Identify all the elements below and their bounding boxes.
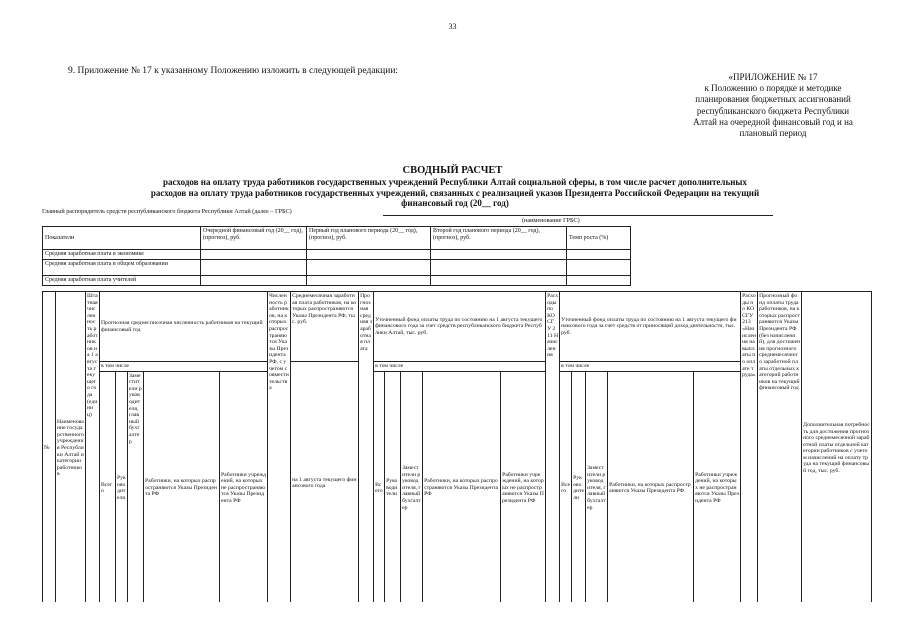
document-title: СВОДНЫЙ РАСЧЕТ [402, 165, 503, 176]
header-workers-ukaz: Работники, на которых распространяются Указы Президента РФ [423, 371, 501, 605]
value-cell[interactable] [431, 250, 567, 260]
header-forecast-avg-salary: Прогнозная средняя заработная плата [359, 292, 374, 606]
value-cell[interactable] [431, 260, 567, 276]
value-cell[interactable] [567, 250, 631, 260]
row-label: Средняя заработная плата в экономике [43, 250, 201, 260]
table-row [43, 276, 631, 286]
appendix-text: к Положению о порядке и методике планирования бюджетных ассигнований республиканского бюджета Республики Алтай на очередной финансовый год и на плановый период [693, 83, 853, 139]
header-avg-salary-aug: на 1 августа текущего финансового года [291, 362, 359, 606]
header-cell: Второй год планового периода (20__ год), (прогноз), руб. [431, 227, 567, 250]
grbs-label: Главный распорядитель средств республиканского бюджета Республики Алтай (далее – ГРБС) [42, 208, 292, 215]
value-cell[interactable] [567, 260, 631, 276]
header-fund-budget: Уточненный фонд оплаты труда по состоянию на 1 августа текущего финансового года за счет средств республиканского бюджета Республики Алтай, тыс. руб. [374, 292, 546, 362]
header-cell: Очередной финансовый год (20__ год), (прогноз), руб. [201, 227, 307, 250]
header-cell: Показатели [43, 227, 201, 250]
header-including: в том числе [100, 362, 268, 372]
header-name: Наименование государственного учреждения Республики Алтай и категории работников [56, 292, 86, 606]
value-cell[interactable] [307, 260, 431, 276]
header-including: в том числе [560, 362, 741, 372]
header-expenses-kosgu: Расходы по КОСГУ 211 Начисления [546, 292, 560, 606]
value-cell[interactable] [201, 260, 307, 276]
header-workers-ukaz: Работники, на которых распространяются Указы Президента РФ [608, 371, 694, 605]
appendix-block [688, 72, 858, 139]
header-workers-non-ukaz: Работники учреждений, на которых не распространяются Указы Президента РФ [501, 371, 546, 605]
page-bottom-margin [0, 602, 905, 640]
header-deputies: Заместители руководителя, главный бухгалтер [128, 371, 144, 605]
row-label: Средняя заработная плата в общем образовании [43, 260, 201, 276]
table-row [43, 227, 631, 250]
header-total: Всего [100, 371, 116, 605]
header-cell: Темп роста (%) [567, 227, 631, 250]
header-fund-income: Уточненный фонд оплаты труда по состоянию на 1 августа текущего финансового года за счет средств от приносящей доход деятельности, тыс. руб. [560, 292, 741, 362]
header-including: в том числе [374, 362, 546, 372]
header-num: № [43, 292, 56, 606]
table-row [43, 250, 631, 260]
row-label: Средняя заработная плата учителей [43, 276, 201, 286]
header-staff: Штатная численность работников на 1 августа текущего года (единиц) [86, 292, 100, 606]
table-row [43, 260, 631, 276]
header-cell: Первый год планового периода (20__ год), (прогноз), руб. [307, 227, 431, 250]
header-total: Всего [560, 371, 572, 605]
value-cell[interactable] [201, 276, 307, 286]
value-cell[interactable] [307, 250, 431, 260]
document-subtitle: расходов на оплату труда работников государственных учреждений Республики Алтай социальной сферы, в том числе расчет дополнительных расходов на оплату труда работников государственных учреждений, связанных с реализацией указов Президента Российской Федерации на текущий финансовый год (20__ год) [150, 177, 760, 208]
grbs-fill-line [383, 215, 773, 216]
value-cell[interactable] [567, 276, 631, 286]
value-cell[interactable] [201, 250, 307, 260]
item9-paragraph: 9. Приложение № 17 к указанному Положению изложить в следующей редакции: [68, 66, 399, 76]
header-workers-ukaz: Работники, на которых распространяются Указы Президента РФ [144, 371, 220, 605]
value-cell[interactable] [307, 276, 431, 286]
header-forecast-count: Прогнозная среднесписочная численность работников на текущий финансовый год [100, 292, 268, 362]
indicators-table [42, 226, 631, 286]
header-expenses-kosgu2: Расходы по КОСГУ 213 «Начисления на выплаты по оплате труда» [741, 292, 758, 606]
header-total: Всего [374, 371, 385, 605]
header-additional-need: Дополнительная потребность для достижения прогнозного среднемесячной заработной платы отдельной категории работников с учетом начислений на оплату труда на текущий финансовый год, тыс. руб. [802, 292, 872, 606]
header-heads: Руководители [572, 371, 586, 605]
header-heads: Руководители [385, 371, 401, 605]
header-avg-salary: Среднемесячная заработная плата работников, на которых распространяются Указы Президента РФ, тыс. руб. [291, 292, 359, 362]
header-heads: Руководители [116, 371, 128, 605]
header-deputies: Заместители руководителя, главный бухгалтер [401, 371, 423, 605]
summary-table [42, 291, 872, 606]
header-deputies: Заместители руководителя, главный бухгалтер [586, 371, 608, 605]
header-workers-non-ukaz: Работники учреждений, на которых не распространяются Указы Президента РФ [694, 371, 741, 605]
header-workers-non-ukaz: Работники учреждений, на которых не распространяются Указы Президента РФ [220, 371, 268, 605]
page-number: 33 [448, 22, 457, 31]
table-row [43, 292, 872, 362]
header-count-part-time: Численность работников, на которых распространяются Указы Президента РФ, с учетом совместительства [268, 292, 291, 606]
appendix-heading: «ПРИЛОЖЕНИЕ № 17 [728, 72, 818, 82]
grbs-caption: (наименование ГРБС) [522, 217, 580, 224]
value-cell[interactable] [431, 276, 567, 286]
header-fund-needed: Прогнозный фонд оплаты труда работников, на которых распространяются Указы Президента РФ (без начислений), для достижения прогнозного среднемесячного заработной платы отдельных категорий работников на текущий финансовый год [758, 292, 802, 606]
